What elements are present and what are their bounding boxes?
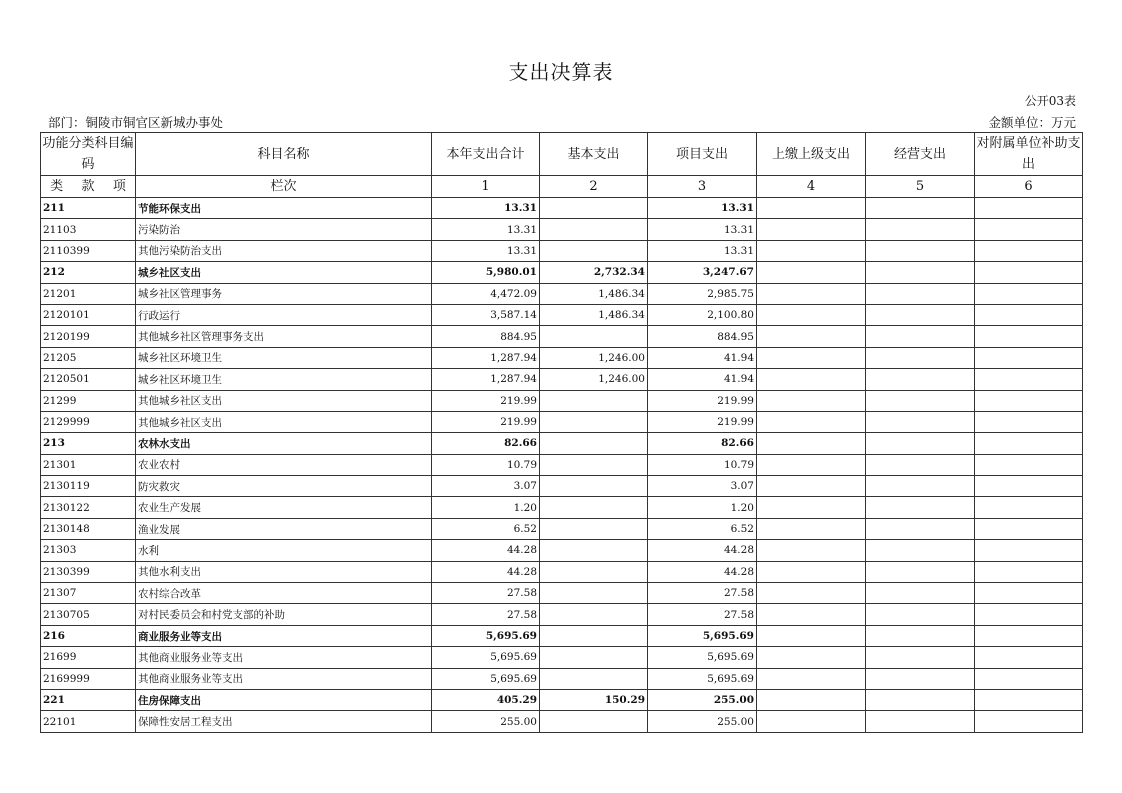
row-name: 其他城乡社区管理事务支出 — [136, 326, 432, 347]
row-total: 5,980.01 — [432, 262, 540, 283]
row-name: 防灾救灾 — [136, 476, 432, 497]
form-number: 公开03表 — [1024, 94, 1076, 108]
row-business — [866, 561, 975, 582]
row-project: 255.00 — [648, 689, 757, 710]
header-project: 项目支出 — [648, 133, 757, 176]
row-upper — [757, 668, 866, 689]
row-code: 2110399 — [41, 240, 136, 261]
row-code: 21303 — [41, 540, 136, 561]
row-basic — [540, 711, 648, 732]
row-name: 城乡社区环境卫生 — [136, 369, 432, 390]
unit-label: 金额单位：万元 — [988, 115, 1076, 130]
row-basic — [540, 411, 648, 432]
header-lei-kuan-xiang — [41, 176, 136, 198]
department-label: 部门：铜陵市铜官区新城办事处 — [48, 115, 224, 130]
row-total: 13.31 — [432, 219, 540, 240]
row-business — [866, 689, 975, 710]
table-row — [41, 668, 1083, 689]
row-basic: 150.29 — [540, 689, 648, 710]
row-business — [866, 304, 975, 325]
row-total: 27.58 — [432, 583, 540, 604]
row-upper — [757, 433, 866, 454]
row-total: 6.52 — [432, 518, 540, 539]
row-code: 21103 — [41, 219, 136, 240]
row-basic — [540, 198, 648, 219]
row-subsidy — [975, 497, 1083, 518]
row-total: 1,287.94 — [432, 369, 540, 390]
row-code: 221 — [41, 689, 136, 710]
row-code: 21307 — [41, 583, 136, 604]
page-title: 支出决算表 — [508, 60, 614, 84]
table-row — [41, 240, 1083, 261]
row-subsidy — [975, 583, 1083, 604]
table-row — [41, 647, 1083, 668]
row-basic — [540, 497, 648, 518]
row-subsidy — [975, 304, 1083, 325]
row-total: 44.28 — [432, 561, 540, 582]
row-code: 21201 — [41, 283, 136, 304]
row-subsidy — [975, 326, 1083, 347]
row-upper — [757, 304, 866, 325]
row-upper — [757, 689, 866, 710]
row-total: 5,695.69 — [432, 625, 540, 646]
row-project: 13.31 — [648, 240, 757, 261]
row-project: 6.52 — [648, 518, 757, 539]
row-project: 27.58 — [648, 583, 757, 604]
header-subsidy: 对附属单位补助支出 — [975, 133, 1083, 176]
header-xiang: 项 — [112, 179, 126, 194]
row-basic: 1,246.00 — [540, 347, 648, 368]
row-project: 13.31 — [648, 198, 757, 219]
row-subsidy — [975, 347, 1083, 368]
row-business — [866, 390, 975, 411]
row-total: 884.95 — [432, 326, 540, 347]
row-project: 44.28 — [648, 561, 757, 582]
row-code: 21299 — [41, 390, 136, 411]
row-upper — [757, 283, 866, 304]
header-col-4: 4 — [757, 176, 866, 198]
table-row — [41, 283, 1083, 304]
row-total: 1.20 — [432, 497, 540, 518]
table-row — [41, 540, 1083, 561]
row-business — [866, 625, 975, 646]
row-basic — [540, 540, 648, 561]
row-project: 2,100.80 — [648, 304, 757, 325]
table-row — [41, 411, 1083, 432]
row-subsidy — [975, 433, 1083, 454]
row-total: 3.07 — [432, 476, 540, 497]
row-upper — [757, 604, 866, 625]
row-basic — [540, 625, 648, 646]
row-total: 27.58 — [432, 604, 540, 625]
row-basic — [540, 433, 648, 454]
table-row — [41, 561, 1083, 582]
row-name: 城乡社区管理事务 — [136, 283, 432, 304]
row-name: 其他城乡社区支出 — [136, 390, 432, 411]
row-upper — [757, 219, 866, 240]
row-business — [866, 240, 975, 261]
header-upper: 上缴上级支出 — [757, 133, 866, 176]
row-code: 2120199 — [41, 326, 136, 347]
row-basic: 1,246.00 — [540, 369, 648, 390]
row-basic: 1,486.34 — [540, 304, 648, 325]
row-name: 其他污染防治支出 — [136, 240, 432, 261]
table-row — [41, 497, 1083, 518]
row-basic — [540, 219, 648, 240]
row-total: 219.99 — [432, 390, 540, 411]
header-col-2: 2 — [540, 176, 648, 198]
table-row — [41, 518, 1083, 539]
row-subsidy — [975, 454, 1083, 475]
row-name: 对村民委员会和村党支部的补助 — [136, 604, 432, 625]
row-name: 保障性安居工程支出 — [136, 711, 432, 732]
row-total: 405.29 — [432, 689, 540, 710]
row-basic — [540, 647, 648, 668]
row-total: 1,287.94 — [432, 347, 540, 368]
row-business — [866, 583, 975, 604]
table-row — [41, 476, 1083, 497]
row-code: 213 — [41, 433, 136, 454]
row-name: 城乡社区环境卫生 — [136, 347, 432, 368]
row-name: 商业服务业等支出 — [136, 625, 432, 646]
row-project: 884.95 — [648, 326, 757, 347]
table-row — [41, 689, 1083, 710]
row-business — [866, 497, 975, 518]
row-business — [866, 347, 975, 368]
header-total: 本年支出合计 — [432, 133, 540, 176]
table-row — [41, 711, 1083, 732]
row-business — [866, 262, 975, 283]
table-row — [41, 198, 1083, 219]
row-business — [866, 518, 975, 539]
row-basic — [540, 454, 648, 475]
row-subsidy — [975, 411, 1083, 432]
row-basic — [540, 583, 648, 604]
header-kuan: 款 — [81, 179, 95, 194]
row-business — [866, 198, 975, 219]
header-col-1: 1 — [432, 176, 540, 198]
row-business — [866, 219, 975, 240]
row-project: 44.28 — [648, 540, 757, 561]
row-project: 1.20 — [648, 497, 757, 518]
header-col-3: 3 — [648, 176, 757, 198]
row-upper — [757, 647, 866, 668]
row-business — [866, 647, 975, 668]
row-total: 82.66 — [432, 433, 540, 454]
row-basic — [540, 518, 648, 539]
row-subsidy — [975, 540, 1083, 561]
row-code: 2130148 — [41, 518, 136, 539]
row-subsidy — [975, 518, 1083, 539]
table-row — [41, 326, 1083, 347]
row-upper — [757, 476, 866, 497]
row-total: 3,587.14 — [432, 304, 540, 325]
row-business — [866, 540, 975, 561]
row-code: 21699 — [41, 647, 136, 668]
table-row — [41, 625, 1083, 646]
row-upper — [757, 411, 866, 432]
row-project: 255.00 — [648, 711, 757, 732]
row-business — [866, 668, 975, 689]
row-upper — [757, 262, 866, 283]
row-name: 其他水利支出 — [136, 561, 432, 582]
row-project: 41.94 — [648, 347, 757, 368]
row-business — [866, 454, 975, 475]
header-col-5: 5 — [866, 176, 975, 198]
row-project: 27.58 — [648, 604, 757, 625]
row-upper — [757, 347, 866, 368]
row-subsidy — [975, 625, 1083, 646]
row-name: 污染防治 — [136, 219, 432, 240]
row-basic — [540, 326, 648, 347]
table-row — [41, 347, 1083, 368]
row-business — [866, 433, 975, 454]
row-total: 4,472.09 — [432, 283, 540, 304]
row-code: 2129999 — [41, 411, 136, 432]
table-row — [41, 583, 1083, 604]
row-business — [866, 283, 975, 304]
row-project: 5,695.69 — [648, 668, 757, 689]
row-name: 农业农村 — [136, 454, 432, 475]
row-project: 219.99 — [648, 411, 757, 432]
row-business — [866, 326, 975, 347]
row-total: 13.31 — [432, 240, 540, 261]
row-business — [866, 711, 975, 732]
row-upper — [757, 583, 866, 604]
header-code: 功能分类科目编码 — [41, 133, 136, 176]
header-col-6: 6 — [975, 176, 1083, 198]
row-name: 其他城乡社区支出 — [136, 411, 432, 432]
row-subsidy — [975, 668, 1083, 689]
row-project: 13.31 — [648, 219, 757, 240]
row-total: 44.28 — [432, 540, 540, 561]
row-subsidy — [975, 240, 1083, 261]
table-row — [41, 390, 1083, 411]
row-subsidy — [975, 476, 1083, 497]
row-basic — [540, 390, 648, 411]
row-business — [866, 369, 975, 390]
row-project: 3.07 — [648, 476, 757, 497]
row-subsidy — [975, 711, 1083, 732]
table-row — [41, 369, 1083, 390]
row-name: 农村综合改革 — [136, 583, 432, 604]
row-code: 2120501 — [41, 369, 136, 390]
row-name: 水利 — [136, 540, 432, 561]
row-name: 节能环保支出 — [136, 198, 432, 219]
row-upper — [757, 390, 866, 411]
expenditure-table — [40, 132, 1083, 733]
row-project: 219.99 — [648, 390, 757, 411]
header-lei: 类 — [50, 179, 64, 194]
header-lanci: 栏次 — [136, 176, 432, 198]
row-basic: 2,732.34 — [540, 262, 648, 283]
row-subsidy — [975, 262, 1083, 283]
row-basic — [540, 476, 648, 497]
row-subsidy — [975, 390, 1083, 411]
row-code: 2130122 — [41, 497, 136, 518]
row-project: 10.79 — [648, 454, 757, 475]
row-project: 5,695.69 — [648, 625, 757, 646]
row-name: 住房保障支出 — [136, 689, 432, 710]
row-code: 216 — [41, 625, 136, 646]
header-basic: 基本支出 — [540, 133, 648, 176]
row-business — [866, 476, 975, 497]
row-project: 5,695.69 — [648, 647, 757, 668]
table-row — [41, 604, 1083, 625]
row-name: 渔业发展 — [136, 518, 432, 539]
row-upper — [757, 540, 866, 561]
row-upper — [757, 561, 866, 582]
table-row — [41, 454, 1083, 475]
row-code: 22101 — [41, 711, 136, 732]
row-total: 219.99 — [432, 411, 540, 432]
header-name: 科目名称 — [136, 133, 432, 176]
table-row — [41, 433, 1083, 454]
row-name: 农林水支出 — [136, 433, 432, 454]
row-total: 10.79 — [432, 454, 540, 475]
row-upper — [757, 326, 866, 347]
table-row — [41, 304, 1083, 325]
row-name: 行政运行 — [136, 304, 432, 325]
table-row — [41, 262, 1083, 283]
row-basic — [540, 561, 648, 582]
row-subsidy — [975, 604, 1083, 625]
row-code: 2120101 — [41, 304, 136, 325]
row-basic — [540, 668, 648, 689]
row-upper — [757, 625, 866, 646]
row-upper — [757, 198, 866, 219]
row-upper — [757, 240, 866, 261]
table-row — [41, 219, 1083, 240]
row-code: 21301 — [41, 454, 136, 475]
row-name: 城乡社区支出 — [136, 262, 432, 283]
row-basic — [540, 240, 648, 261]
row-subsidy — [975, 283, 1083, 304]
row-subsidy — [975, 369, 1083, 390]
row-name: 其他商业服务业等支出 — [136, 647, 432, 668]
header-business: 经营支出 — [866, 133, 975, 176]
row-code: 212 — [41, 262, 136, 283]
row-upper — [757, 497, 866, 518]
row-total: 5,695.69 — [432, 668, 540, 689]
row-subsidy — [975, 561, 1083, 582]
row-upper — [757, 454, 866, 475]
row-project: 82.66 — [648, 433, 757, 454]
row-code: 21205 — [41, 347, 136, 368]
row-business — [866, 604, 975, 625]
row-subsidy — [975, 647, 1083, 668]
row-total: 5,695.69 — [432, 647, 540, 668]
row-code: 2130399 — [41, 561, 136, 582]
row-subsidy — [975, 198, 1083, 219]
row-project: 2,985.75 — [648, 283, 757, 304]
row-total: 255.00 — [432, 711, 540, 732]
row-upper — [757, 369, 866, 390]
row-basic: 1,486.34 — [540, 283, 648, 304]
row-code: 2130119 — [41, 476, 136, 497]
row-name: 农业生产发展 — [136, 497, 432, 518]
row-project: 3,247.67 — [648, 262, 757, 283]
row-upper — [757, 518, 866, 539]
row-code: 2169999 — [41, 668, 136, 689]
row-subsidy — [975, 219, 1083, 240]
row-business — [866, 411, 975, 432]
row-code: 2130705 — [41, 604, 136, 625]
row-project: 41.94 — [648, 369, 757, 390]
row-name: 其他商业服务业等支出 — [136, 668, 432, 689]
row-subsidy — [975, 689, 1083, 710]
row-basic — [540, 604, 648, 625]
row-upper — [757, 711, 866, 732]
row-code: 211 — [41, 198, 136, 219]
row-total: 13.31 — [432, 198, 540, 219]
